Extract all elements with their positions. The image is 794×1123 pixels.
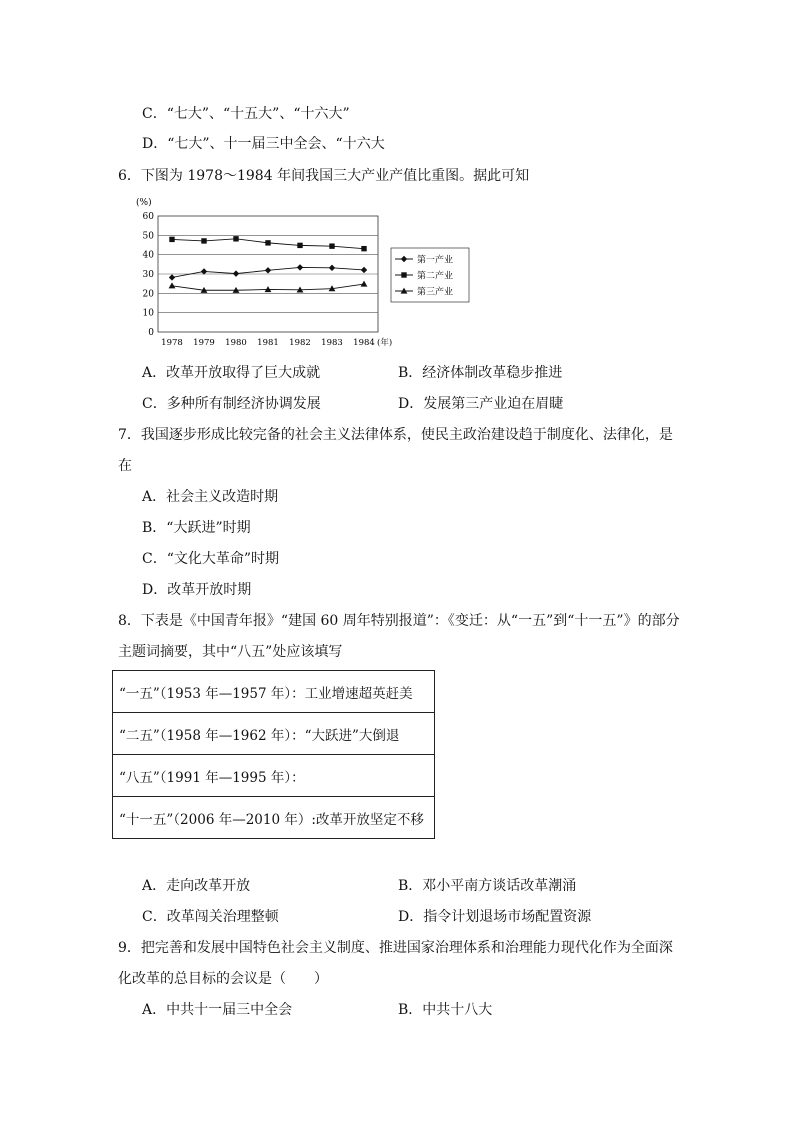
table-cell: “一五”（1953 年—1957 年）：工业增速超英赶美	[113, 671, 435, 713]
point-marker	[329, 243, 334, 248]
q9-option-b: B．中共十八大	[398, 1002, 493, 1018]
q9-option-a: A．中共十一届三中全会	[142, 1002, 293, 1018]
q7-option-d: D．改革开放时期	[142, 582, 252, 598]
q9-stem-line1: 9．把完善和发展中国特色社会主义制度、推进国家治理体系和治理能力现代化作为全面深	[118, 940, 673, 956]
q8-stem-line1: 8．下表是《中国青年报》“建国 60 周年特别报道”：《变迁：从“一五”到“十一五”》的部分	[118, 613, 680, 629]
x-tick-label: 1978	[161, 338, 183, 348]
q8-option-c: C．改革闯关治理整顿	[142, 909, 279, 925]
y-tick-label: 10	[142, 308, 154, 319]
q8-option-b: B．邓小平南方谈话改革潮涌	[398, 878, 577, 894]
x-tick-label: 1984	[353, 338, 375, 348]
x-tick-label: 1979	[193, 338, 215, 348]
x-tick-label: 1981	[257, 338, 279, 348]
x-tick-label: 1983	[321, 338, 343, 348]
table-row	[113, 671, 435, 713]
legend-label: 第一产业	[417, 255, 454, 266]
y-tick-label: 40	[142, 250, 154, 261]
legend-label: 第二产业	[417, 271, 454, 282]
q6-stem: 6．下图为 1978～1984 年间我国三大产业产值比重图。据此可知	[118, 168, 530, 184]
q8-stem-line2: 主题词摘要，其中“八五”处应该填写	[118, 644, 343, 660]
q9-stem-line2: 化改革的总目标的会议是（ ）	[118, 971, 328, 987]
q6-option-a: A．改革开放取得了巨大成就	[142, 365, 321, 381]
table-row	[113, 755, 435, 797]
point-marker	[297, 264, 303, 270]
point-marker	[297, 243, 302, 248]
x-tick-label: 1982	[289, 338, 311, 348]
point-marker	[233, 236, 238, 241]
q5-option-c: C．“七大”、“十五大”、“十六大”	[142, 106, 350, 122]
y-tick-label: 20	[142, 289, 154, 300]
point-marker	[169, 237, 174, 242]
table-row	[113, 797, 435, 839]
point-marker	[401, 272, 406, 277]
q7-stem-line1: 7．我国逐步形成比较完备的社会主义法律体系，使民主政治建设趋于制度化、法律化，是	[118, 427, 673, 443]
five-year-plan-table	[112, 670, 435, 839]
table-cell: “二五”（1958 年—1962 年）：“大跃进”大倒退	[113, 713, 435, 755]
table-cell: “八五”（1991 年—1995 年）：	[113, 755, 435, 797]
q7-option-a: A．社会主义改造时期	[142, 489, 279, 505]
point-marker	[265, 240, 270, 245]
q7-stem-line2: 在	[118, 458, 132, 474]
point-marker	[329, 265, 335, 271]
point-marker	[361, 267, 367, 273]
industry-share-line-chart	[120, 196, 480, 352]
q8-option-d: D．指令计划退场市场配置资源	[398, 909, 592, 925]
point-marker	[169, 274, 175, 280]
point-marker	[265, 267, 271, 273]
q8-option-a: A．走向改革开放	[142, 878, 251, 894]
table-cell: “十一五”（2006 年—2010 年）:改革开放坚定不移	[113, 797, 435, 839]
y-tick-label: 0	[148, 328, 154, 338]
point-marker	[201, 238, 206, 243]
chart-y-unit: (%)	[136, 198, 152, 208]
point-marker	[361, 246, 366, 251]
x-tick-label: 1980	[225, 338, 247, 348]
q6-option-c: C．多种所有制经济协调发展	[142, 396, 321, 412]
x-unit-label: (年)	[377, 338, 393, 348]
point-marker	[169, 282, 176, 288]
q5-option-d: D．“七大”、十一届三中全会、“十六大	[142, 136, 385, 152]
legend-label: 第三产业	[417, 287, 454, 298]
q6-option-b: B．经济体制改革稳步推进	[398, 365, 563, 381]
y-tick-label: 50	[142, 231, 154, 242]
q6-option-d: D．发展第三产业迫在眉睫	[398, 396, 564, 412]
point-marker	[361, 281, 368, 287]
point-marker	[233, 270, 239, 276]
q7-option-b: B．“大跃进”时期	[142, 520, 251, 536]
chart-legend	[391, 248, 469, 302]
y-tick-label: 60	[142, 212, 154, 222]
table-row	[113, 713, 435, 755]
y-tick-label: 30	[142, 270, 154, 280]
q7-option-c: C．“文化大革命”时期	[142, 551, 280, 567]
